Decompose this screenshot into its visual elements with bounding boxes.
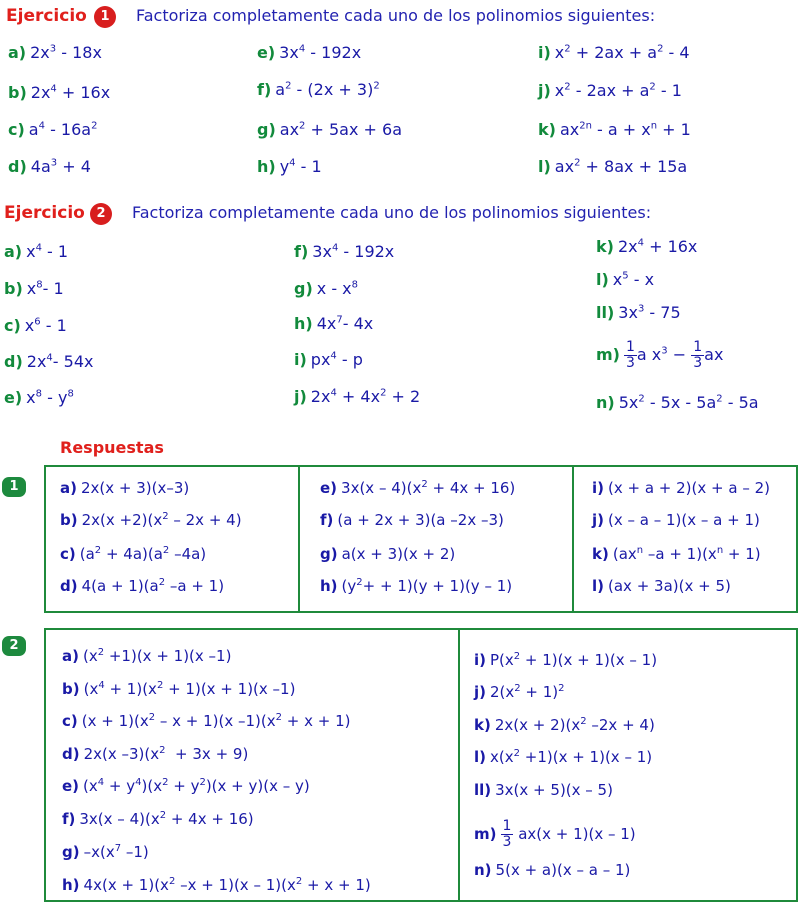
ans2-item-i	[474, 651, 657, 669]
item-expression: $2x^3 - 18x$	[30, 43, 102, 62]
item-expression: $x(x^2 +1)(x + 1)(x - 1)$	[490, 748, 653, 766]
item-label: m)	[474, 825, 497, 843]
item-label: j)	[294, 387, 307, 406]
item-expression: $2(x^2 + 1)^2$	[490, 683, 565, 701]
exercise1-title: Ejercicio	[6, 6, 87, 26]
item-label: e)	[62, 777, 80, 795]
item-label: d)	[60, 577, 78, 595]
item-expression: $(y^2+ + 1)(y + 1)(y - 1)$	[341, 577, 513, 595]
item-expression: $(x^2 +1)(x + 1)(x$ –1)	[82, 647, 232, 665]
item-label: m)	[596, 345, 620, 364]
item-label: a)	[8, 43, 27, 62]
item-expression: $-x(x^7$ –1)	[83, 843, 149, 861]
ans1-item-j	[592, 511, 760, 529]
item-label: g)	[257, 120, 276, 139]
ex2-item-h	[294, 314, 373, 333]
item-expression: $y^4 - 1$	[279, 157, 322, 176]
exercise1-badge: 1	[94, 6, 116, 28]
item-expression: (x – a – 1)(x – a + 1)	[608, 511, 760, 529]
item-expression: $x^4 - 1$	[26, 242, 69, 261]
item-label: f)	[257, 80, 272, 99]
item-label: b)	[8, 83, 27, 102]
ex1-item-h	[257, 157, 322, 176]
item-label: b)	[60, 511, 78, 529]
item-expression: $4(a + 1)(a^2$ –a + 1)	[81, 577, 225, 595]
item-label: l)	[592, 577, 604, 595]
ex1-item-d	[8, 157, 91, 176]
ans2-item-k	[474, 716, 655, 734]
item-expression: $a^4 - 16a^2$	[28, 120, 98, 139]
item-label: l)	[596, 270, 609, 289]
ex2-item-f	[294, 242, 394, 261]
ans1-item-k	[592, 545, 761, 563]
item-expression: $2x(x +2)(x^2 - 2x + 4)$	[81, 511, 242, 529]
item-expression: $4x(x + 1)(x^2$ $-x + 1)(x - 1)(x^2 + x + 1)$	[83, 876, 371, 894]
ex2-item-g	[294, 279, 358, 298]
item-label: b)	[4, 279, 23, 298]
ans1-item-b	[60, 511, 242, 529]
item-expression: $ax^{2n} - a + x^n + 1$	[559, 120, 691, 139]
ex2-item-e	[4, 388, 74, 407]
item-label: c)	[4, 316, 21, 335]
item-expression: 3x(x + 5)(x – 5)	[495, 781, 613, 799]
item-expression: 2x(x $-3)(x^2 + 3x + 9)$	[83, 745, 249, 763]
item-expression: (a + 2x + 3)(a –2x –3)	[337, 511, 504, 529]
ans2-item-h	[62, 876, 371, 894]
ex2-item-m	[596, 340, 723, 371]
exercise2-instruction: Factoriza completamente cada uno de los polinomios siguientes:	[132, 203, 652, 222]
item-label: e)	[320, 479, 338, 497]
ans2-item-ll	[474, 781, 613, 799]
ans1-item-c	[60, 545, 206, 563]
item-label: i)	[538, 43, 551, 62]
exercise1-instruction: Factoriza completamente cada uno de los polinomios siguientes:	[136, 6, 656, 25]
ex1-item-i	[538, 43, 690, 62]
item-label: c)	[8, 120, 25, 139]
item-label: d)	[4, 352, 23, 371]
item-label: f)	[294, 242, 309, 261]
item-expression: $\frac{1}{3}$ ax(x + 1)(x – 1)	[502, 818, 636, 850]
ex1-item-k	[538, 120, 691, 139]
ans1-item-h	[320, 577, 512, 595]
ex2-item-c	[4, 316, 67, 335]
item-expression: $ax^2 + 5ax + 6a$	[279, 120, 403, 139]
item-expression: $x^8-$ 1	[26, 279, 64, 298]
answers-set2-badge: 2	[2, 636, 26, 656]
answers-set1-divider-1	[298, 465, 300, 613]
item-expression: $P(x^2 + 1)(x + 1)(x - 1)$	[490, 651, 658, 669]
ans2-item-j	[474, 683, 565, 701]
ex1-item-g	[257, 120, 402, 139]
ex1-item-f	[257, 80, 380, 99]
answers-set1-divider-2	[572, 465, 574, 613]
ex2-item-a	[4, 242, 68, 261]
ans2-item-l	[474, 748, 652, 766]
item-label: e)	[4, 388, 23, 407]
item-expression: 2x(x + 3)(x–3)	[80, 479, 190, 497]
item-label: ll)	[596, 303, 615, 322]
item-label: k)	[592, 545, 609, 563]
item-label: g)	[320, 545, 338, 563]
ans2-item-e	[62, 777, 310, 795]
item-label: ll)	[474, 781, 492, 799]
item-label: h)	[62, 876, 80, 894]
item-expression: $5x^2 - 5x - 5a^2 - 5a$	[618, 393, 759, 412]
item-label: k)	[596, 237, 614, 256]
item-expression: $2x^4 + 16x$	[30, 83, 111, 102]
ex2-item-i	[294, 350, 363, 369]
item-expression: $4a^3 + 4$	[30, 157, 91, 176]
item-label: d)	[8, 157, 27, 176]
item-label: j)	[474, 683, 486, 701]
ex1-item-e	[257, 43, 361, 62]
answers-set2-divider	[458, 628, 460, 902]
ex2-item-n	[596, 393, 759, 412]
item-label: d)	[62, 745, 80, 763]
item-expression: ($ax^n$ $-a + 1)(x^n + 1)$	[612, 545, 761, 563]
ex2-item-j	[294, 387, 420, 406]
item-label: k)	[474, 716, 491, 734]
item-label: f)	[62, 810, 76, 828]
ex1-item-b	[8, 83, 110, 102]
ex2-item-l	[596, 270, 654, 289]
item-expression: $2x^4 + 4x^2 + 2$	[310, 387, 421, 406]
item-expression: $(x^4 + y^4)(x^2 + y^2)(x + y)(x - y)$	[83, 777, 310, 795]
ex2-item-d	[4, 352, 93, 371]
item-label: a)	[62, 647, 79, 665]
item-label: c)	[60, 545, 76, 563]
ex2-item-ll	[596, 303, 681, 322]
ex1-item-c	[8, 120, 97, 139]
ans1-item-d	[60, 577, 224, 595]
exercise2-badge: 2	[90, 203, 112, 225]
ans2-item-d	[62, 745, 248, 763]
exercise2-title: Ejercicio	[4, 203, 85, 223]
item-expression: $2x^4-$ 54x	[26, 352, 94, 371]
ans2-item-g	[62, 843, 149, 861]
answers-set1-badge: 1	[2, 477, 26, 497]
item-label: l)	[538, 157, 551, 176]
ans1-item-e	[320, 479, 515, 497]
ans2-item-a	[62, 647, 231, 665]
item-label: i)	[474, 651, 486, 669]
item-expression: $x^2 + 2ax + a^2 - 4$	[554, 43, 690, 62]
item-expression: (x + a + 2)(x + a – 2)	[608, 479, 770, 497]
item-expression: $3x(x - 4)(x^2 + 4x + 16)$	[79, 810, 254, 828]
ex2-item-b	[4, 279, 64, 298]
answers-set2-box	[44, 628, 798, 902]
item-expression: $x^8 - y^8$	[26, 388, 74, 407]
item-expression: $px^4$ - p	[310, 350, 363, 369]
ans2-item-n	[474, 861, 630, 879]
item-label: a)	[4, 242, 23, 261]
item-expression: $a^2 - (2x + 3)^2$	[275, 80, 380, 99]
ans1-item-f	[320, 511, 504, 529]
item-expression: 5(x + a)(x – a – 1)	[495, 861, 631, 879]
item-expression: $x^6 - 1$	[24, 316, 67, 335]
item-label: k)	[538, 120, 556, 139]
item-label: j)	[538, 81, 551, 100]
item-label: i)	[294, 350, 307, 369]
item-expression: $4x^7-$ 4x	[316, 314, 374, 333]
item-label: l)	[474, 748, 486, 766]
ans1-item-i	[592, 479, 770, 497]
item-label: h)	[294, 314, 313, 333]
item-expression: $(x^4 + 1)(x^2 + 1)(x + 1)(x$ –1)	[83, 680, 296, 698]
ex2-item-k	[596, 237, 697, 256]
ans2-item-c	[62, 712, 351, 730]
ans2-item-b	[62, 680, 295, 698]
item-label: b)	[62, 680, 80, 698]
ex1-item-l	[538, 157, 687, 176]
item-label: e)	[257, 43, 276, 62]
ans2-item-m	[474, 819, 636, 850]
item-expression: $3x^4 - 192x$	[279, 43, 362, 62]
item-label: a)	[60, 479, 77, 497]
ex1-item-a	[8, 43, 102, 62]
item-label: j)	[592, 511, 604, 529]
item-label: h)	[257, 157, 276, 176]
item-expression: $2x(x + 2)(x^2$ –2x + 4)	[494, 716, 655, 734]
ans1-item-g	[320, 545, 455, 563]
ans2-item-f	[62, 810, 254, 828]
item-label: h)	[320, 577, 338, 595]
item-expression: $x^2 - 2ax + a^2 - 1$	[554, 81, 682, 100]
item-expression: $2x^4 + 16x$	[617, 237, 698, 256]
answers-title: Respuestas	[60, 438, 164, 457]
ans1-item-l	[592, 577, 731, 595]
ans1-item-a	[60, 479, 189, 497]
item-expression: a(x + 3)(x + 2)	[341, 545, 456, 563]
item-label: g)	[62, 843, 80, 861]
item-expression: $x^5$ - x	[612, 270, 655, 289]
item-label: f)	[320, 511, 334, 529]
item-expression: $(a^2 + 4a)(a^2$ –4a)	[79, 545, 207, 563]
item-expression: $(x + 1)(x^2 - x + 1)(x$ $-1)(x^2 + x + 1)$	[81, 712, 351, 730]
item-expression: $3x^3 - 75$	[618, 303, 681, 322]
item-expression: $\frac{1}{3}$ a $x^3$ − $\frac{1}{3}$ ax	[625, 339, 724, 371]
item-expression: $3x(x - 4)(x^2 + 4x + 16)$	[341, 479, 516, 497]
item-label: c)	[62, 712, 78, 730]
item-expression: $ax^2 + 8ax + 15a$	[554, 157, 688, 176]
ex1-item-j	[538, 81, 682, 100]
item-expression: $3x^4 - 192x$	[312, 242, 395, 261]
item-label: g)	[294, 279, 313, 298]
item-label: n)	[596, 393, 615, 412]
item-expression: x - $x^8$	[316, 279, 359, 298]
item-label: i)	[592, 479, 604, 497]
item-label: n)	[474, 861, 492, 879]
item-expression: (ax + 3a)(x + 5)	[608, 577, 731, 595]
